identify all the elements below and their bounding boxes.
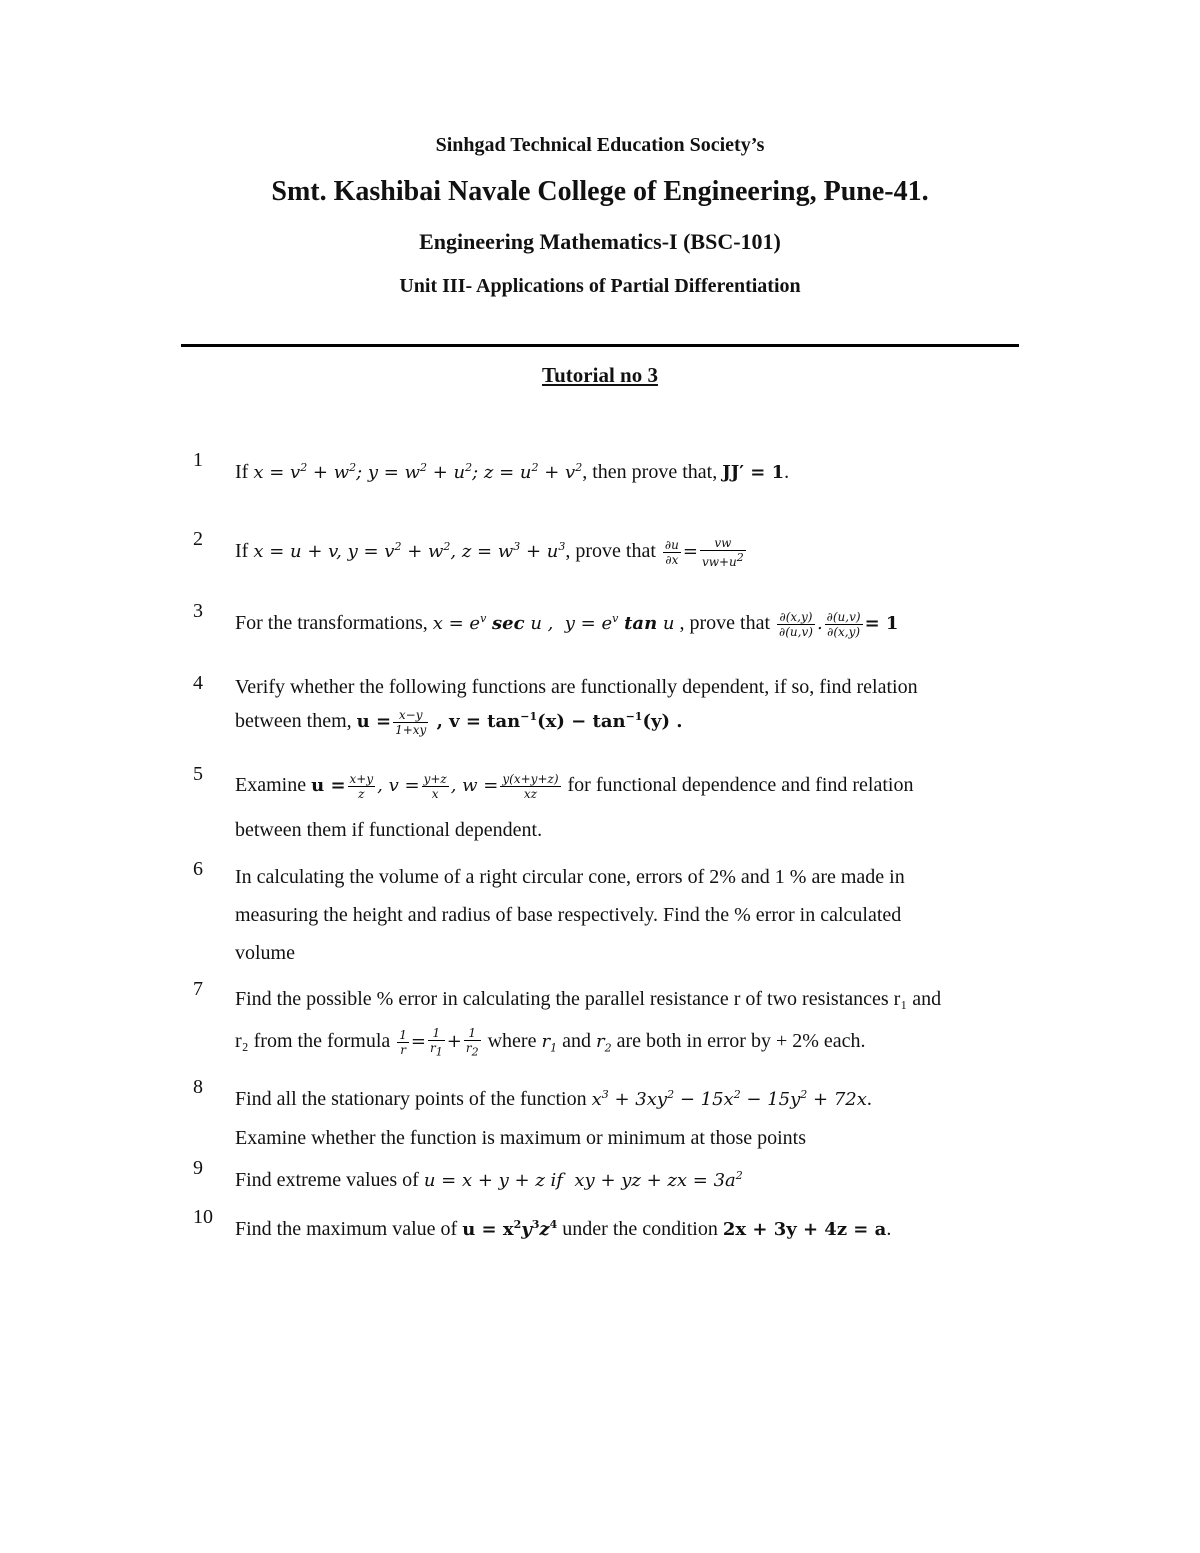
question-text: In calculating the volume of a right circular cone, errors of 2% and 1 % are made in measuring the height and radius of base respectively. Find the % error in calculated volume — [235, 866, 905, 964]
math-expression: 2x + 3y + 4z = a — [722, 1219, 887, 1240]
unit-title: Unit III- Applications of Partial Differentiation — [399, 275, 801, 297]
question-text: If $x = v^2 + w^2$; $y = w^2 + u^2$; $z = u^2 + v^2$, then prove that, JJ′ = 1. — [235, 461, 790, 483]
question-number: 3 — [193, 600, 203, 622]
question-text: For the transformations, $x = e^v$ sec u , $y = e^v$ tan u , prove that $\frac{\partial(x,y)}{\partial(u,v)}$ . $\frac{\partial(u,v)}{\partial(x,y)}$ = 1 — [235, 609, 899, 639]
question-number: 10 — [193, 1206, 213, 1228]
question-text: Examine u = $\frac{x+y}{z}$ , v = $\frac{y+z}{x}$ , w = $\frac{y(x+y+z)}{xz}$ for functional dependence and find relation between them if functional dependent. — [235, 771, 914, 841]
question-text: Find the possible % error in calculating the parallel resistance r of two resistances r₁ and r₂ from the formula $\frac{1}{r}$ = $\frac{1}{r_1}$ + $\frac{1}{r_2}$ where $r_1$ and $r_2$ are both in error by + 2% each. — [235, 988, 942, 1059]
fraction: $\frac{x+y}{z}$ — [349, 771, 374, 801]
math-expression: x = u + v, $y = v^2 + w^2$, $z = w^3 + u^3$ — [253, 540, 566, 562]
subject-title: Engineering Mathematics-I (BSC-101) — [419, 229, 781, 254]
question-number: 5 — [193, 763, 203, 785]
fraction: $\frac{y(x+y+z)}{xz}$ — [502, 771, 559, 801]
question-number: 1 — [193, 449, 203, 471]
question-number: 8 — [193, 1076, 203, 1098]
college-name: Smt. Kashibai Navale College of Engineering, Pune-41. — [271, 176, 929, 207]
tutorial-title: Tutorial no 3 — [542, 363, 658, 387]
math-expression: $x = v^2 + w^2$; $y = w^2 + u^2$; $z = u^2 + v^2$ — [253, 461, 583, 483]
question-number: 2 — [193, 528, 203, 550]
question-number: 6 — [193, 858, 203, 880]
fraction: $\frac{\partial(u,v)}{\partial(x,y)}$ — [826, 609, 861, 639]
question-text: Find all the stationary points of the function $x^3 + 3xy^2 - 15x^2 - 15y^2 + 72x$. Examine whether the function is maximum or minimum at those points — [235, 1088, 872, 1149]
question-text: Find extreme values of u = x + y + z if xy + yz + zx = $3a^2$ — [235, 1169, 743, 1191]
question-number: 7 — [193, 978, 203, 1000]
fraction: $\frac{\partial(x,y)}{\partial(u,v)}$ — [779, 609, 813, 639]
math-expression: $u = x^2y^3z^4$ — [462, 1218, 558, 1240]
fraction: $\frac{1}{r}$ — [399, 1027, 407, 1057]
question-number: 4 — [193, 672, 203, 694]
question-text: If x = u + v, $y = v^2 + w^2$, $z = w^3 + u^3$, prove that $\frac{\partial u}{\partial x}$ = $\frac{vw}{vw+u^2}$ — [235, 535, 744, 569]
math-expression: u = — [356, 711, 392, 732]
fraction: $\frac{vw}{vw+u^2}$ — [701, 535, 744, 569]
fraction: $\frac{y+z}{x}$ — [423, 771, 447, 801]
fraction: $\frac{1}{r_1}$ — [430, 1025, 443, 1059]
fraction: $\frac{x-y}{1+xy}$ — [395, 707, 427, 737]
fraction: $\frac{1}{r_2}$ — [465, 1025, 479, 1059]
header-divider — [181, 344, 1019, 347]
math-expression: $x = e^v$ sec u , $y = e^v$ tan u — [432, 612, 675, 634]
question-number: 9 — [193, 1157, 203, 1179]
question-text: Verify whether the following functions are functionally dependent, if so, find relation between them, u = $\frac{x-y}{1+xy}$ , $v = \tan^{-1}(x) - \tan^{-1}(y)$ . — [235, 676, 918, 737]
fraction: $\frac{\partial u}{\partial x}$ — [664, 537, 679, 567]
society-name: Sinhgad Technical Education Society’s — [435, 134, 765, 156]
question-text: Find the maximum value of $u = x^2y^3z^4$ under the condition 2x + 3y + 4z = a. — [235, 1218, 892, 1240]
math-expression: u = x + y + z if xy + yz + zx = $3a^2$ — [423, 1169, 743, 1191]
math-expression: JJ′ = 1 — [722, 462, 785, 483]
math-expression: $x^3 + 3xy^2 - 15x^2 - 15y^2 + 72x$ — [591, 1088, 867, 1110]
